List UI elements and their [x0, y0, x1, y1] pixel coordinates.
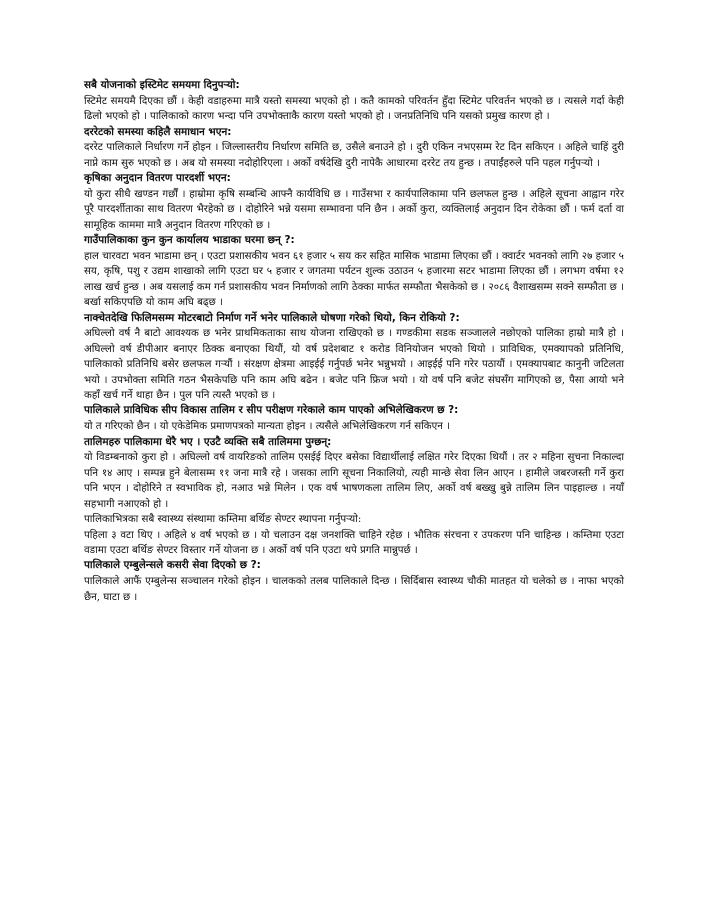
section-ambulance	[84, 558, 624, 605]
document-page	[84, 78, 624, 605]
question-plain: पालिकाभित्रका सबै स्वास्थ्य संस्थामा कम्तिमा बर्थिङ सेण्टर स्थापना गर्नुपर्‍यो:	[84, 514, 362, 526]
question-heading: पालिकाले एम्बुलेन्सले कसरी सेवा दिएको छ ?:	[84, 559, 261, 572]
answer-paragraph: यो विडम्बनाको कुरा हो । अघिल्लो वर्ष वायरिङको तालिम एसईई दिएर बसेका विद्यार्थीलाई लक्षित गरेर दिएका थियौं । तर २ महिना सुचना निकाल्दा पनि १४ आए । सम्पन्न हुने बेलासम्म ११ जना मात्रै रहे । जसका लागि सूचना निकालियो, त्यही मान्छे सेवा लिन आएन । हामीले जबरजस्ती गर्ने कुरा पनि भएन । दोहोरिने त स्वभाविक हो, नआउ भन्ने मिलेन । एक वर्ष भाषणकला तालिम लिए, अर्को वर्ष बख्खु बुन्ने तालिम लिन पाइहाल्छ । नयाँ सहभागी नआएको हो ।	[84, 452, 624, 510]
section-road	[84, 311, 624, 404]
question-heading: गाउँपालिकाका कुन कुन कार्यालय भाडाका घरमा छन् ?:	[84, 234, 295, 247]
section-estimate	[84, 78, 624, 125]
answer-paragraph: यो कुरा सीधै खण्डन गर्छौं । हाम्रोमा कृषि सम्बन्धि आफ्नै कार्यविधि छ । गाउँसभा र कार्यपालिकामा पनि छलफल हुन्छ । अहिले सूचना आह्वान गरेर पूरै पारदर्शीताका साथ वितरण भैरहेको छ । दोहोरिने भन्ने यसमा सम्भावना पनि छैन । अर्को कुरा, व्यक्तिलाई अनुदान दिन रोकेका छौं । फर्म दर्ता वा सामूहिक काममा मात्रै अनुदान वितरण गरिएको छ ।	[84, 189, 624, 231]
answer-paragraph: अघिल्लो वर्ष नै बाटो आवश्यक छ भनेर प्राथमिकताका साथ योजना राखिएको छ । गण्डकीमा सडक सञ्जालले नछोएको पालिका हाम्रो मात्रै हो । अघिल्लो वर्ष डीपीआर बनाएर ठिक्क बनाएका थियौं, यो वर्ष प्रदेशबाट १ करोड विनियोजन भएको थियो । प्राविधिक, एमक्यापको प्रतिनिधि, पालिकाको प्रतिनिधि बसेर छलफल गर्‍यौं । संरक्षण क्षेत्रमा आइईई गर्नुपर्छ भनेर भन्नुभयो । आइईई पनि गरेर पठायौं । एमक्यापबाट कानुनी जटिलता भयो । उपभोक्ता समिति गठन भैसकेपछि पनि काम अघि बढेन । बजेट पनि फ्रिज भयो । यो वर्ष पनि बजेट संघसँग मागिएको छ, पैसा आयो भने कहाँ खर्च गर्ने थाहा छैन । पुल पनि त्यस्तै भएको छ ।	[84, 328, 624, 402]
section-trainings	[84, 435, 624, 512]
section-birthing-center	[84, 512, 624, 558]
answer-paragraph: यो त गरिएको छैन । यो एकेडेमिक प्रमाणपत्रको मान्यता होइन । त्यसैले अभिलेखिकरण गर्न सकिएन ।	[84, 421, 451, 433]
answer-paragraph: पालिकाले आफैं एम्बुलेन्स सञ्चालन गरेको होइन । चालकको तलब पालिकाले दिन्छ । सिर्दिबास स्वास्थ्य चौकी मातहत यो चलेको छ । नाफा भएको छैन, घाटा छ ।	[84, 576, 624, 603]
answer-paragraph: हाल चारवटा भवन भाडामा छन् । एउटा प्रशासकीय भवन ६१ हजार ५ सय कर सहित मासिक भाडामा लिएका छौं । क्वार्टर भवनको लागि २७ हजार ५ सय, कृषि, पशु र उद्यम शाखाको लागि एउटा घर ५ हजार र जगतमा पर्यटन शुल्क उठाउन ५ हजारमा सटर भाडामा लिएका छौं । लगभग वर्षमा १२ लाख खर्च हुन्छ । अब यसलाई कम गर्न प्रशासकीय भवन निर्माणको लागि ठेक्का मार्फत सम्फौता भैसकेको छ । २०८६ वैशाखसम्म सक्ने सम्फौता छ । बर्खा सकिएपछि यो काम अघि बढ्छ ।	[84, 251, 624, 309]
section-rate	[84, 125, 624, 172]
question-heading: कृषिका अनुदान वितरण पारदर्शी भएन:	[84, 172, 231, 185]
question-heading: नाक्चेतदेखि फिलिमसम्म मोटरबाटो निर्माण गर्ने भनेर पालिकाले घोषणा गरेको थियो, किन रोकियो ?:	[84, 311, 460, 324]
answer-paragraph: स्टिमेट समयमै दिएका छौं । केही वडाहरुमा मात्रै यस्तो समस्या भएको हो । कतै कामको परिवर्तन हुँदा स्टिमेट परिवर्तन भएको छ । त्यसले गर्दा केही ढिलो भएको हो । पालिकाको कारण भन्दा पनि उपभोक्ताकै कारण यस्तो भएको हो । जनप्रतिनिधि पनि यसको प्रमुख कारण हो ।	[84, 95, 624, 123]
question-heading: तालिमहरु पालिकामा धेरै भए । एउटै व्यक्ति सबै तालिममा पुग्छन्:	[84, 435, 332, 448]
answer-paragraph: पहिला ३ वटा थिए । अहिले ४ वर्ष भएको छ । यो चलाउन दक्ष जनशक्ति चाहिने रहेछ । भौतिक संरचना र उपकरण पनि चाहिन्छ । कम्तिमा एउटा वडामा एउटा बर्थिङ सेण्टर विस्तार गर्ने योजना छ । अर्को वर्ष पनि एउटा थपे प्रगति मान्नुपर्छ ।	[84, 529, 624, 556]
section-rented-offices	[84, 233, 624, 310]
section-skill-training	[84, 403, 624, 434]
answer-paragraph: दररेट पालिकाले निर्धारण गर्ने होइन । जिल्लास्तरीय निर्धारण समिति छ, उसैले बनाउने हो । दुरी एकिन नभएसम्म रेट दिन सकिएन । अहिले चाहिं दुरी नाप्ने काम सुरु भएको छ । अब यो समस्या नदोहोरिएला । अर्को वर्षदेखि दुरी नापेकै आधारमा दररेट तय हुन्छ । तपाईंहरुले पनि पहल गर्नुपर्‍यो ।	[84, 142, 624, 169]
question-heading: पालिकाले प्राविधिक सीप विकास तालिम र सीप परीक्षण गरेकाले काम पाएको अभिलेखिकरण छ ?:	[84, 404, 459, 417]
question-heading: दररेटको समस्या कहिलै समाधान भएन:	[84, 125, 232, 138]
section-agri-grant	[84, 171, 624, 233]
question-heading: सबै योजनाको इस्टिमेट समयमा दिनुपर्‍यो:	[84, 79, 240, 91]
